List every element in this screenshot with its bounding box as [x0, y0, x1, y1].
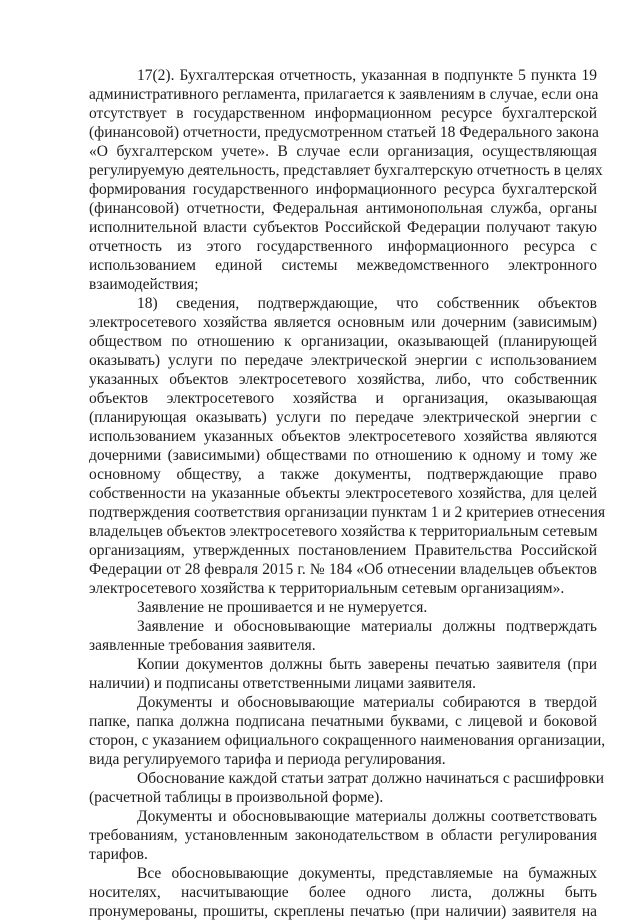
text-line: Документы и обосновывающие материалы собираются в твердой — [137, 694, 597, 711]
text-line: объектов электросетевого хозяйства и организация, оказывающая — [89, 390, 597, 407]
text-line: заявленные требования заявителя. — [89, 637, 316, 654]
text-line: электросетевого хозяйства к территориальным сетевым организациям». — [89, 580, 565, 597]
text-line: сторон, с указанием официального сокращенного наименования организации, — [89, 732, 606, 749]
paragraph-confirm — [89, 617, 597, 655]
text-line: тарифов. — [89, 846, 148, 863]
text-line: пронумерованы, прошиты, скреплены печатью (при наличии) заявителя на — [89, 903, 597, 920]
text-line: формирования государственного информационного ресурса бухгалтерской — [89, 181, 597, 198]
text-line: взаимодействия; — [89, 276, 199, 293]
text-line: административного регламента, прилагается к заявлениям в случае, если она — [89, 86, 599, 103]
paragraph-copies — [89, 655, 597, 693]
text-line: исполнительной власти субъектов Российской Федерации получают такую — [89, 219, 597, 236]
text-line: носителях, насчитывающие более одного листа, должны быть — [89, 884, 597, 901]
text-line: отчетность из этого государственного информационного ресурса с — [89, 238, 597, 255]
paragraph-no-stitch — [89, 598, 597, 617]
text-line: (расчетной таблицы в произвольной форме). — [89, 789, 384, 806]
text-line: организациям, утвержденных постановлением Правительства Российской — [89, 542, 597, 559]
text-line: (планирующая оказывать) услуги по передаче электрической энергии с — [89, 409, 597, 426]
text-line: «О бухгалтерском учете». В случае если организация, осуществляющая — [89, 143, 597, 160]
text-line: наличии) и подписаны ответственными лицами заявителя. — [89, 675, 476, 692]
text-line: дочерними (зависимыми) обществами по отношению к одному и тому же — [89, 447, 597, 464]
text-line: использованием единой системы межведомственного электронного — [89, 257, 597, 274]
text-line: требованиям, установленным законодательством в области регулирования — [89, 827, 597, 844]
paragraph-requirements — [89, 807, 597, 864]
text-line: Обоснование каждой статьи затрат должно начинаться с расшифровки — [137, 770, 605, 787]
text-line: собственности на указанные объекты электросетевого хозяйства, для целей — [89, 485, 597, 502]
text-line: Все обосновывающие документы, представляемые на бумажных — [137, 865, 597, 882]
text-line: электросетевого хозяйства является основным или дочерним (зависимым) — [89, 314, 597, 331]
text-line: Федерации от 28 февраля 2015 г. № 184 «Об отнесении владельцев объектов — [89, 561, 597, 578]
text-line: Документы и обосновывающие материалы должны соответствовать — [137, 808, 597, 825]
text-line: отсутствует в государственном информационном ресурсе бухгалтерской — [89, 105, 597, 122]
text-line: Заявление не прошивается и не нумеруется. — [137, 599, 428, 616]
text-line: использованием указанных объектов электросетевого хозяйства являются — [89, 428, 597, 445]
paragraph-18 — [89, 294, 606, 598]
paragraph-folder — [89, 693, 606, 769]
text-line: (финансовой) отчетности, предусмотренном статьей 18 Федерального закона — [89, 124, 599, 141]
text-line: Заявление и обосновывающие материалы должны подтверждать — [137, 618, 597, 635]
text-line: обществом по отношению к организации, оказывающей (планирующей — [89, 333, 597, 350]
paragraph-justification — [89, 769, 605, 807]
document-body — [89, 66, 606, 921]
text-line: (финансовой) отчетности, Федеральная антимонопольная служба, органы — [89, 200, 597, 217]
paragraph-paper — [89, 864, 597, 921]
text-line: 17(2). Бухгалтерская отчетность, указанная в подпункте 5 пункта 19 — [137, 67, 597, 84]
paragraph-17-2 — [89, 66, 603, 294]
text-line: владельцев объектов электросетевого хозяйства к территориальным сетевым — [89, 523, 598, 540]
text-line: папке, папка должна подписана печатными буквами, с лицевой и боковой — [89, 713, 597, 730]
text-line: Копии документов должны быть заверены печатью заявителя (при — [137, 656, 597, 673]
text-line: основному обществу, а также документы, подтверждающие право — [89, 466, 597, 483]
text-line: вида регулируемого тарифа и периода регулирования. — [89, 751, 446, 768]
text-line: подтверждения соответствия организации пунктам 1 и 2 критериев отнесения — [89, 504, 606, 521]
text-line: 18) сведения, подтверждающие, что собственник объектов — [137, 295, 597, 312]
text-line: регулируемую деятельность, представляет бухгалтерскую отчетность в целях — [89, 162, 603, 179]
text-line: оказывать) услуги по передаче электрической энергии с использованием — [89, 352, 597, 369]
text-line: указанных объектов электросетевого хозяйства, либо, что собственник — [89, 371, 597, 388]
